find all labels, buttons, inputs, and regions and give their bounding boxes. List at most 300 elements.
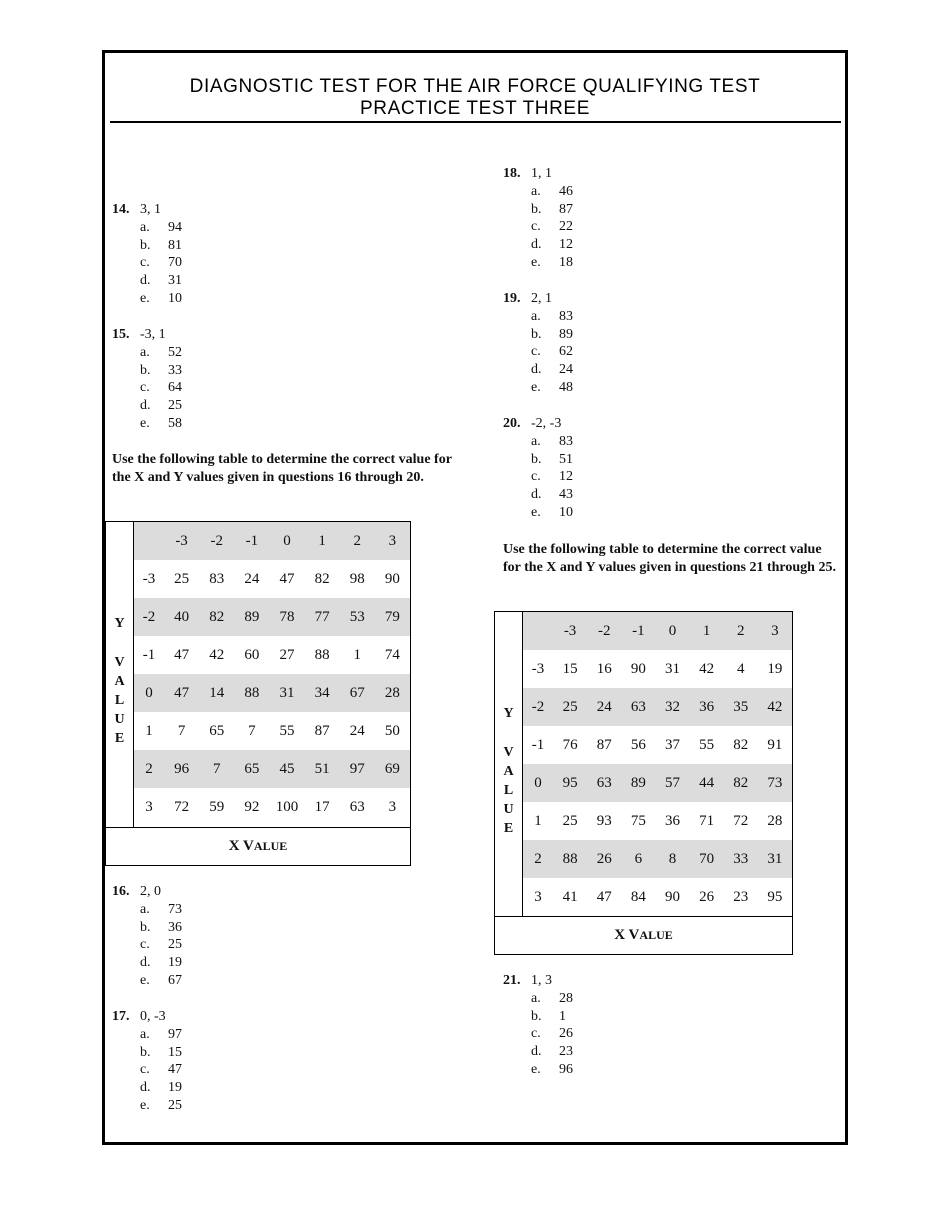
option-letter: d. [140, 955, 151, 971]
table-row [134, 598, 410, 636]
answer-option[interactable] [503, 468, 573, 486]
y-header-cell: -3 [142, 570, 156, 587]
option-value: 46 [559, 183, 573, 199]
option-value: 70 [168, 255, 182, 271]
x-header-cell: 1 [702, 622, 711, 639]
x-header-cell: 2 [353, 532, 362, 549]
question-coordinates: 0, -3 [140, 1009, 166, 1024]
table-cell: 24 [244, 570, 260, 587]
table-cell: 42 [209, 646, 225, 663]
table-cell: 70 [699, 850, 715, 867]
option-value: 15 [168, 1044, 182, 1060]
option-letter: b. [531, 201, 542, 217]
table-cell: 14 [209, 684, 225, 701]
table-cell: 16 [596, 660, 612, 677]
answer-option[interactable] [112, 254, 182, 272]
table-cell: 100 [275, 798, 299, 815]
question-coordinates: 2, 0 [140, 884, 161, 899]
option-value: 43 [559, 487, 573, 503]
table-cell: 55 [279, 722, 295, 739]
table-cell: 83 [209, 570, 225, 587]
table-cell: 60 [244, 646, 260, 663]
table-cell: 84 [630, 888, 646, 905]
x-header-cell: -3 [563, 622, 577, 639]
question-prompt [503, 415, 573, 433]
table-cell: 7 [248, 722, 256, 739]
option-value: 52 [168, 344, 182, 360]
table-cell: 24 [596, 698, 612, 715]
table-cell: 88 [244, 684, 260, 701]
table-instructions-left: Use the following table to determine the correct value for the X and Y values given in questions 16 through 20. [112, 452, 452, 485]
option-letter: a. [140, 901, 150, 917]
option-value: 81 [168, 237, 182, 253]
option-letter: b. [531, 1008, 542, 1024]
option-letter: c. [140, 255, 150, 271]
x-axis-label: X VALUE [495, 916, 792, 954]
table-row [523, 764, 792, 802]
option-letter: c. [531, 469, 541, 485]
table-cell: 3 [388, 798, 397, 815]
option-value: 12 [559, 469, 573, 485]
table-cell: 92 [244, 798, 260, 815]
option-letter: b. [531, 451, 542, 467]
table-instructions-right: Use the following table to determine the correct value for the X and Y values given in questions 21 through 25. [503, 542, 836, 575]
y-header-cell: -3 [531, 660, 545, 677]
question-number: 14. [112, 202, 130, 217]
option-value: 83 [559, 308, 573, 324]
answer-option[interactable] [503, 308, 573, 326]
option-value: 26 [559, 1026, 573, 1042]
question-prompt [503, 290, 573, 308]
table-cell: 65 [209, 722, 225, 739]
option-value: 12 [559, 237, 573, 253]
x-header-cell: 3 [388, 532, 397, 549]
option-letter: c. [140, 380, 150, 396]
table-row [134, 674, 410, 712]
answer-option[interactable] [503, 183, 573, 201]
table-cell: 67 [349, 684, 365, 701]
question-number: 19. [503, 291, 521, 306]
y-axis-letter: A [503, 764, 514, 779]
table-row [523, 878, 792, 916]
table-cell: 28 [384, 684, 400, 701]
question-number: 21. [503, 973, 521, 988]
answer-option[interactable] [112, 936, 182, 954]
y-axis-letter: Y [503, 706, 514, 721]
answer-option[interactable] [503, 990, 573, 1008]
table-cell: 88 [562, 850, 578, 867]
option-letter: e. [531, 379, 541, 395]
table-cell: 97 [349, 760, 365, 777]
option-letter: b. [531, 326, 542, 342]
table-cell: 57 [664, 774, 680, 791]
option-value: 28 [559, 990, 573, 1006]
option-letter: d. [531, 362, 542, 378]
table-cell: 90 [664, 888, 680, 905]
question-prompt [503, 972, 573, 990]
y-header-cell: 3 [534, 888, 542, 905]
option-letter: d. [140, 273, 151, 289]
answer-option[interactable] [112, 1079, 182, 1097]
option-value: 33 [168, 362, 182, 378]
option-letter: d. [531, 237, 542, 253]
answer-option[interactable] [503, 201, 573, 219]
y-header-cell: 1 [534, 812, 542, 829]
option-letter: c. [140, 937, 150, 953]
option-value: 51 [559, 451, 573, 467]
table-cell: 89 [244, 608, 260, 625]
table-cell: 7 [212, 760, 221, 777]
table-cell: 71 [699, 812, 715, 829]
table-cell: 63 [630, 698, 646, 715]
y-header-cell: 0 [145, 684, 153, 701]
option-letter: c. [531, 219, 541, 235]
answer-option[interactable] [503, 361, 573, 379]
option-letter: e. [140, 415, 150, 431]
x-header-cell: -2 [597, 622, 611, 639]
question-coordinates: -2, -3 [531, 416, 562, 431]
answer-option[interactable] [112, 901, 182, 919]
option-letter: b. [140, 919, 151, 935]
table-cell: 74 [384, 646, 400, 663]
question-prompt [112, 326, 182, 344]
table-cell: 98 [349, 570, 365, 587]
table-cell: 79 [384, 608, 400, 625]
table-cell: 82 [314, 570, 330, 587]
table-cell: 82 [733, 736, 749, 753]
x-header-cell: 0 [668, 622, 677, 639]
table-row [523, 688, 792, 726]
option-value: 58 [168, 415, 182, 431]
y-header-cell: 0 [534, 774, 542, 791]
x-header-row [523, 612, 792, 650]
table-row [523, 802, 792, 840]
x-axis-label: X VALUE [106, 827, 410, 865]
x-header-cell: -1 [245, 532, 259, 549]
y-header-cell: 2 [534, 850, 542, 867]
option-letter: a. [140, 219, 150, 235]
value-table-q16-20 [105, 521, 411, 866]
table-cell: 90 [384, 570, 400, 587]
answer-option[interactable] [503, 379, 573, 397]
table-cell: 7 [177, 722, 186, 739]
table-cell: 56 [630, 736, 646, 753]
y-axis-label [106, 522, 134, 827]
table-cell: 45 [279, 760, 295, 777]
question-coordinates: 2, 1 [531, 291, 552, 306]
question-prompt [112, 883, 182, 901]
table-cell: 25 [562, 698, 578, 715]
table-cell: 65 [244, 760, 260, 777]
table-cell: 25 [174, 570, 190, 587]
table-cell: 78 [279, 608, 295, 625]
answer-option[interactable] [503, 504, 573, 522]
table-row [134, 636, 410, 674]
table-cell: 32 [664, 698, 680, 715]
table-cell: 15 [562, 660, 578, 677]
option-value: 62 [559, 344, 573, 360]
option-value: 25 [168, 398, 182, 414]
option-letter: d. [531, 487, 542, 503]
table-cell: 1 [353, 646, 362, 663]
option-letter: a. [531, 990, 541, 1006]
option-value: 18 [559, 254, 573, 270]
question-prompt [112, 201, 182, 219]
option-value: 25 [168, 1097, 182, 1113]
answer-option[interactable] [112, 1044, 182, 1062]
option-letter: a. [531, 183, 541, 199]
answer-option[interactable] [112, 919, 182, 937]
answer-option[interactable] [503, 218, 573, 236]
table-cell: 47 [174, 646, 190, 663]
y-header-cell: -2 [142, 608, 156, 625]
option-value: 73 [168, 901, 182, 917]
option-value: 23 [559, 1044, 573, 1060]
answer-option[interactable] [503, 236, 573, 254]
table-cell: 35 [733, 698, 749, 715]
y-axis-letter: U [114, 712, 125, 727]
table-row [523, 726, 792, 764]
question-number: 18. [503, 166, 521, 181]
table-cell: 75 [630, 812, 646, 829]
table-row [134, 560, 410, 598]
table-cell: 28 [767, 812, 783, 829]
table-cell: 24 [349, 722, 365, 739]
option-value: 94 [168, 219, 182, 235]
table-cell: 82 [733, 774, 749, 791]
option-letter: b. [140, 362, 151, 378]
question-21 [503, 972, 573, 1079]
table-cell: 91 [767, 736, 783, 753]
option-value: 87 [559, 201, 573, 217]
table-cell: 73 [767, 774, 783, 791]
table-cell: 76 [562, 736, 578, 753]
option-value: 10 [559, 504, 573, 520]
option-letter: a. [140, 344, 150, 360]
option-value: 36 [168, 919, 182, 935]
table-cell: 69 [384, 760, 400, 777]
table-cell: 63 [596, 774, 612, 791]
answer-option[interactable] [503, 254, 573, 272]
option-value: 24 [559, 362, 573, 378]
answer-option[interactable] [503, 1061, 573, 1079]
question-15 [112, 326, 182, 433]
question-number: 17. [112, 1009, 130, 1024]
option-letter: e. [531, 504, 541, 520]
table-row [134, 712, 410, 750]
table-cell: 26 [699, 888, 715, 905]
answer-option[interactable] [503, 451, 573, 469]
table-cell: 93 [596, 812, 612, 829]
option-value: 96 [559, 1061, 573, 1077]
table-cell: 53 [349, 608, 365, 625]
table-cell: 25 [562, 812, 578, 829]
answer-option[interactable] [112, 415, 182, 433]
option-letter: d. [531, 1044, 542, 1060]
header-divider [110, 121, 841, 123]
table-cell: 89 [630, 774, 646, 791]
table-cell: 95 [767, 888, 783, 905]
header-subtitle: PRACTICE TEST THREE [360, 98, 590, 119]
y-axis-letter: U [503, 802, 514, 817]
answer-option[interactable] [503, 1008, 573, 1026]
answer-option[interactable] [112, 272, 182, 290]
table-cell: 72 [174, 798, 190, 815]
option-value: 97 [168, 1026, 182, 1042]
page-header [110, 76, 840, 120]
question-number: 15. [112, 327, 130, 342]
table-cell: 37 [664, 736, 680, 753]
option-letter: b. [140, 1044, 151, 1060]
option-value: 10 [168, 290, 182, 306]
table-cell: 96 [174, 760, 190, 777]
answer-option[interactable] [112, 1026, 182, 1044]
option-letter: a. [531, 433, 541, 449]
table-cell: 31 [664, 660, 680, 677]
y-header-cell: 3 [145, 798, 153, 815]
table-cell: 87 [314, 722, 330, 739]
table-cell: 4 [737, 660, 745, 677]
answer-option[interactable] [112, 397, 182, 415]
option-letter: e. [140, 290, 150, 306]
table-row [523, 650, 792, 688]
table-cell: 26 [596, 850, 612, 867]
x-header-row [134, 522, 410, 560]
option-letter: d. [140, 398, 151, 414]
y-header-cell: -1 [142, 646, 156, 663]
answer-option[interactable] [503, 343, 573, 361]
table-cell: 33 [733, 850, 749, 867]
table-cell: 23 [733, 888, 749, 905]
question-17 [112, 1008, 182, 1115]
table-cell: 95 [562, 774, 578, 791]
option-letter: e. [140, 972, 150, 988]
table-cell: 40 [174, 608, 190, 625]
answer-option[interactable] [112, 237, 182, 255]
y-header-cell: -2 [531, 698, 545, 715]
question-18 [503, 165, 573, 272]
y-axis-letter: E [503, 821, 514, 836]
table-cell: 34 [314, 684, 330, 701]
question-prompt [112, 1008, 182, 1026]
option-value: 83 [559, 433, 573, 449]
option-value: 19 [168, 955, 182, 971]
answer-option[interactable] [112, 219, 182, 237]
option-letter: c. [531, 1026, 541, 1042]
table-cell: 31 [279, 684, 295, 701]
table-cell: 63 [349, 798, 365, 815]
option-value: 25 [168, 937, 182, 953]
y-axis-letter: L [503, 783, 514, 798]
option-value: 89 [559, 326, 573, 342]
table-cell: 31 [767, 850, 783, 867]
table-row [134, 788, 410, 826]
table-cell: 42 [767, 698, 783, 715]
table-cell: 41 [562, 888, 578, 905]
answer-option[interactable] [112, 290, 182, 308]
question-number: 16. [112, 884, 130, 899]
option-letter: b. [140, 237, 151, 253]
x-header-cell: -2 [210, 532, 223, 549]
y-axis-label [495, 612, 523, 916]
table-cell: 47 [279, 570, 295, 587]
answer-option[interactable] [112, 1097, 182, 1115]
question-20 [503, 415, 573, 522]
option-value: 22 [559, 219, 573, 235]
table-cell: 82 [209, 608, 225, 625]
y-axis-letter: V [503, 745, 514, 760]
answer-option[interactable] [112, 954, 182, 972]
answer-option[interactable] [112, 972, 182, 990]
answer-option[interactable] [503, 433, 573, 451]
table-cell: 77 [314, 608, 330, 625]
answer-option[interactable] [112, 1061, 182, 1079]
table-cell: 47 [596, 888, 612, 905]
y-header-cell: 2 [145, 760, 153, 777]
table-cell: 87 [596, 736, 612, 753]
option-letter: a. [531, 308, 541, 324]
question-number: 20. [503, 416, 521, 431]
x-header-cell: -1 [632, 622, 645, 639]
option-letter: e. [531, 1061, 541, 1077]
question-coordinates: 3, 1 [140, 202, 161, 217]
question-14 [112, 201, 182, 308]
table-cell: 55 [699, 736, 715, 753]
y-axis-letter: Y [114, 616, 125, 631]
y-axis-letter: V [114, 655, 125, 670]
question-19 [503, 290, 573, 397]
table-cell: 27 [279, 646, 295, 663]
x-header-cell: 1 [318, 532, 326, 549]
option-letter: c. [140, 1062, 150, 1078]
table-cell: 44 [699, 774, 715, 791]
table-cell: 36 [664, 812, 680, 829]
option-letter: a. [140, 1026, 150, 1042]
answer-option[interactable] [112, 344, 182, 362]
option-value: 19 [168, 1080, 182, 1096]
answer-option[interactable] [503, 486, 573, 504]
table-cell: 88 [314, 646, 330, 663]
answer-option[interactable] [112, 379, 182, 397]
answer-option[interactable] [112, 362, 182, 380]
answer-option[interactable] [503, 1025, 573, 1043]
header-title: DIAGNOSTIC TEST FOR THE AIR FORCE QUALIFYING TEST [189, 76, 761, 97]
option-letter: e. [140, 1097, 150, 1113]
answer-option[interactable] [503, 326, 573, 344]
x-header-cell: 0 [283, 532, 291, 549]
table-cell: 19 [767, 660, 783, 677]
question-coordinates: 1, 1 [531, 166, 552, 181]
table-cell: 42 [699, 660, 715, 677]
table-cell: 90 [630, 660, 646, 677]
answer-option[interactable] [503, 1043, 573, 1061]
table-cell: 51 [314, 760, 330, 777]
y-axis-letter: L [114, 693, 125, 708]
table-cell: 36 [699, 698, 715, 715]
question-prompt [503, 165, 573, 183]
question-16 [112, 883, 182, 990]
x-header-cell: 2 [737, 622, 745, 639]
option-value: 48 [559, 379, 573, 395]
table-row [523, 840, 792, 878]
option-value: 31 [168, 273, 182, 289]
table-cell: 6 [634, 850, 643, 867]
option-value: 64 [168, 380, 182, 396]
table-cell: 17 [314, 798, 330, 815]
question-coordinates: 1, 3 [531, 973, 552, 988]
table-row [134, 750, 410, 788]
option-letter: e. [531, 254, 541, 270]
